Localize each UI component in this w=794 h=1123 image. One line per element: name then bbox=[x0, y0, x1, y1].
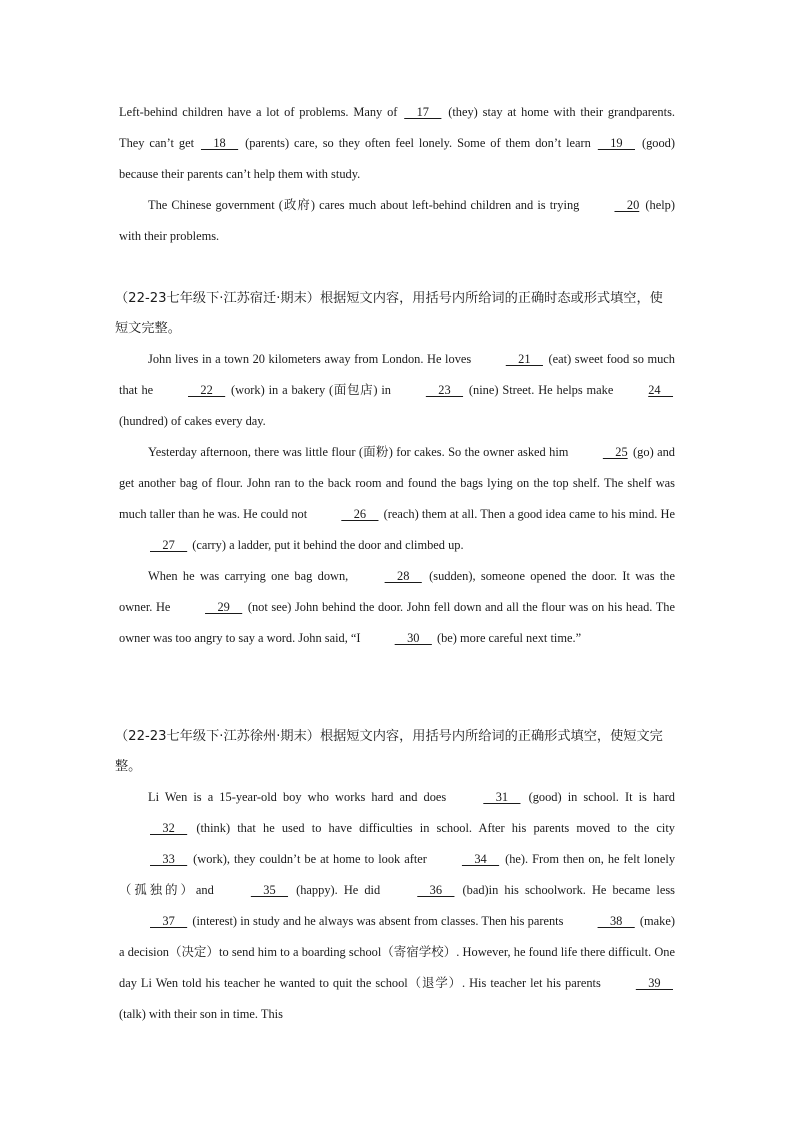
blank-32[interactable]: 32 bbox=[150, 821, 188, 835]
text: (not see) John behind the door. John fell down and all the flour was on his head. The owner was too angry to say a word. John said, “I bbox=[119, 600, 676, 645]
text: (they) stay at home with their grandparents. They can’t get bbox=[119, 105, 675, 150]
text: (talk) with their son in time. This bbox=[119, 1007, 283, 1021]
paragraph bbox=[119, 437, 675, 561]
text: (hundred) of cakes every day. bbox=[119, 414, 266, 428]
blank-36[interactable]: 36 bbox=[417, 883, 455, 897]
blank-17[interactable]: 17 bbox=[404, 105, 442, 119]
passage-1 bbox=[119, 97, 675, 252]
text: John lives in a town 20 kilometers away from London. He loves bbox=[148, 352, 475, 366]
section-heading: （22-23七年级下·江苏徐州·期末）根据短文内容，用括号内所给词的正确形式填空，使短文完整。 bbox=[115, 729, 663, 774]
blank-35[interactable]: 35 bbox=[250, 883, 289, 897]
text: (think) that he used to have difficulties in school. After his parents moved to the city bbox=[189, 821, 675, 835]
paragraph bbox=[119, 97, 675, 190]
text: (good) because their parents can’t help them with study. bbox=[119, 136, 675, 181]
blank-24[interactable]: 24 bbox=[648, 383, 674, 397]
blank-39[interactable]: 39 bbox=[635, 976, 673, 990]
blank-33[interactable]: 33 bbox=[150, 852, 188, 866]
paragraph bbox=[119, 344, 675, 437]
text: (parents) care, so they often feel lonely. Some of them don’t learn bbox=[240, 136, 596, 150]
text: The Chinese government (政府) cares much about left-behind children and is trying bbox=[148, 198, 584, 212]
text: (go) and get another bag of flour. John ran to the back room and found the bags lying on the top shelf. The shelf was much taller than he was. He could not bbox=[119, 445, 675, 521]
text: (help) with their problems. bbox=[119, 198, 675, 243]
text: (interest) in study and he always was absent from classes. Then his parents bbox=[189, 914, 567, 928]
paragraph bbox=[119, 782, 675, 1030]
blank-37[interactable]: 37 bbox=[150, 914, 188, 928]
text: (sudden), someone opened the door. It was the owner. He bbox=[119, 569, 675, 614]
section-2 bbox=[115, 284, 676, 654]
text: Yesterday afternoon, there was little flour (面粉) for cakes. So the owner asked him bbox=[148, 445, 572, 459]
text: (eat) sweet food so much that he bbox=[119, 352, 675, 397]
blank-18[interactable]: 18 bbox=[200, 136, 239, 150]
text: (be) more careful next time.” bbox=[433, 631, 582, 645]
paragraph bbox=[119, 190, 675, 252]
blank-23[interactable]: 23 bbox=[425, 383, 464, 397]
section-heading: （22-23七年级下·江苏宿迁·期末）根据短文内容，用括号内所给词的正确时态或形式填空，使短文完整。 bbox=[115, 291, 663, 336]
text: (work) in a bakery (面包店) in bbox=[227, 383, 395, 397]
text: (he). From then on, he felt lonely（孤独的）and bbox=[119, 852, 676, 897]
text: Li Wen is a 15-year-old boy who works hard and does bbox=[148, 790, 453, 804]
blank-29[interactable]: 29 bbox=[205, 600, 243, 614]
text: (reach) them at all. Then a good idea came to his mind. He bbox=[380, 507, 675, 521]
text: Left-behind children have a lot of problems. Many of bbox=[119, 105, 403, 119]
text: (bad)in his schoolwork. He became less bbox=[456, 883, 675, 897]
text: (carry) a ladder, put it behind the door and climbed up. bbox=[189, 538, 464, 552]
blank-19[interactable]: 19 bbox=[597, 136, 635, 150]
blank-38[interactable]: 38 bbox=[597, 914, 635, 928]
blank-34[interactable]: 34 bbox=[461, 852, 500, 866]
blank-28[interactable]: 28 bbox=[384, 569, 422, 583]
text: (make) a decision（决定）to send him to a boarding school（寄宿学校）. However, he found life there difficult. One day Li Wen told his teacher he wanted to quit the school（退学）. His teacher let his parents bbox=[119, 914, 675, 990]
blank-20[interactable]: 20 bbox=[614, 198, 640, 212]
blank-21[interactable]: 21 bbox=[505, 352, 543, 366]
blank-30[interactable]: 30 bbox=[394, 631, 432, 645]
text: (good) in school. It is hard bbox=[522, 790, 675, 804]
text: (work), they couldn’t be at home to look after bbox=[189, 852, 431, 866]
blank-27[interactable]: 27 bbox=[150, 538, 188, 552]
text: (nine) Street. He helps make bbox=[465, 383, 618, 397]
text: When he was carrying one bag down, bbox=[148, 569, 354, 583]
blank-31[interactable]: 31 bbox=[483, 790, 521, 804]
blank-25[interactable]: 25 bbox=[602, 445, 628, 459]
blank-26[interactable]: 26 bbox=[341, 507, 379, 521]
section-3 bbox=[115, 722, 676, 1030]
paragraph bbox=[119, 561, 675, 654]
blank-22[interactable]: 22 bbox=[188, 383, 226, 397]
text: (happy). He did bbox=[290, 883, 387, 897]
